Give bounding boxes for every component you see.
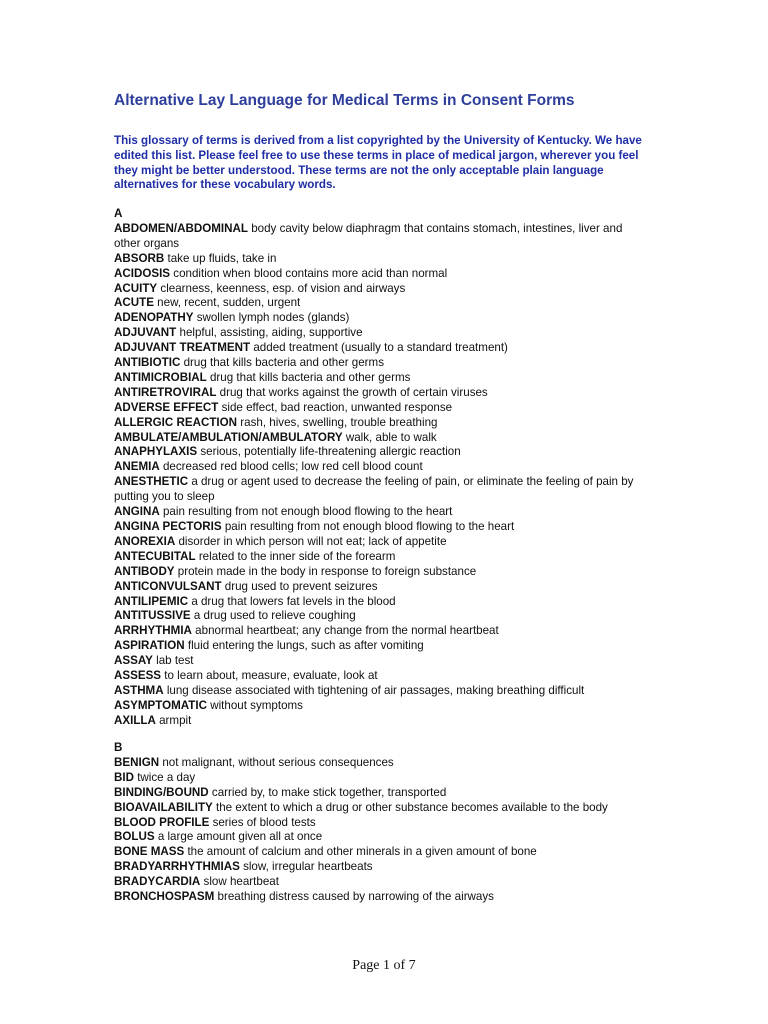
glossary-entry xyxy=(114,801,644,816)
glossary-definition: slow heartbeat xyxy=(203,875,279,889)
glossary-term: ANTICONVULSANT xyxy=(114,579,222,593)
glossary-term: ADJUVANT TREATMENT xyxy=(114,341,251,355)
glossary-entry xyxy=(114,252,644,267)
glossary-definition: the amount of calcium and other minerals in a given amount of bone xyxy=(187,845,537,859)
glossary-entry xyxy=(114,311,644,326)
glossary-definition: series of blood tests xyxy=(212,815,316,829)
glossary-term: ANTIBIOTIC xyxy=(114,356,181,370)
glossary-definition: drug that kills bacteria and other germs xyxy=(183,356,384,370)
glossary-entry xyxy=(114,505,644,520)
glossary-entry xyxy=(114,565,644,580)
glossary-term: BRADYCARDIA xyxy=(114,875,201,889)
glossary-entry xyxy=(114,356,644,371)
glossary-entry xyxy=(114,386,644,401)
glossary-entry xyxy=(114,875,644,890)
glossary-definition: a drug or agent used to decrease the feeling of pain, or eliminate the feeling of pain by putting you to sleep xyxy=(114,475,634,504)
glossary-term: ADJUVANT xyxy=(114,326,177,340)
glossary-entry xyxy=(114,756,644,771)
section-a xyxy=(114,207,644,729)
glossary-entry xyxy=(114,535,644,550)
glossary-definition: slow, irregular heartbeats xyxy=(243,860,373,874)
glossary-definition: clearness, keenness, esp. of vision and airways xyxy=(160,281,406,295)
glossary-entry xyxy=(114,771,644,786)
glossary-term: ANTIBODY xyxy=(114,564,175,578)
glossary-entry xyxy=(114,475,644,505)
glossary-term: AMBULATE/AMBULATION/AMBULATORY xyxy=(114,430,343,444)
term-list xyxy=(114,756,644,905)
glossary-definition: abnormal heartbeat; any change from the normal heartbeat xyxy=(195,624,499,638)
glossary-definition: condition when blood contains more acid than normal xyxy=(173,266,448,280)
glossary-term: BIOAVAILABILITY xyxy=(114,800,213,814)
glossary-term: ASYMPTOMATIC xyxy=(114,698,207,712)
glossary-entry xyxy=(114,520,644,535)
glossary-entry xyxy=(114,654,644,669)
glossary-definition: related to the inner side of the forearm xyxy=(198,549,396,563)
glossary-entry xyxy=(114,341,644,356)
glossary-term: ASSESS xyxy=(114,669,162,683)
glossary-definition: drug that works against the growth of certain viruses xyxy=(219,385,488,399)
glossary-term: BOLUS xyxy=(114,830,155,844)
glossary-definition: body cavity below diaphragm that contains stomach, intestines, liver and other organs xyxy=(114,221,623,250)
section-letter: B xyxy=(114,741,123,754)
glossary-entry xyxy=(114,445,644,460)
glossary-definition: side effect, bad reaction, unwanted response xyxy=(221,400,453,414)
glossary-definition: swollen lymph nodes (glands) xyxy=(196,311,350,325)
glossary-entry xyxy=(114,371,644,386)
glossary-term: ANTECUBITAL xyxy=(114,549,196,563)
glossary-entry xyxy=(114,684,644,699)
glossary-definition: armpit xyxy=(159,713,192,727)
page-title: Alternative Lay Language for Medical Terms in Consent Forms xyxy=(114,92,575,109)
glossary-entry xyxy=(114,460,644,475)
glossary-entry xyxy=(114,282,644,297)
glossary-term: ANESTHETIC xyxy=(114,475,189,489)
glossary-term: AXILLA xyxy=(114,713,156,727)
glossary-entry xyxy=(114,786,644,801)
glossary-entry xyxy=(114,222,644,252)
glossary-definition: rash, hives, swelling, trouble breathing xyxy=(240,415,438,429)
section-letter: A xyxy=(114,207,123,220)
glossary-entry xyxy=(114,830,644,845)
glossary-entry xyxy=(114,860,644,875)
glossary-definition: pain resulting from not enough blood flowing to the heart xyxy=(224,520,515,534)
glossary-definition: decreased red blood cells; low red cell blood count xyxy=(162,460,423,474)
glossary-term: BINDING/BOUND xyxy=(114,785,209,799)
glossary-entry xyxy=(114,816,644,831)
glossary-definition: twice a day xyxy=(137,770,196,784)
glossary-entry xyxy=(114,416,644,431)
glossary-term: BID xyxy=(114,770,134,784)
glossary-entry xyxy=(114,714,644,729)
glossary-term: ANGINA xyxy=(114,505,160,519)
glossary-entry xyxy=(114,624,644,639)
glossary-term: ADVERSE EFFECT xyxy=(114,400,219,414)
glossary-term: ANEMIA xyxy=(114,460,160,474)
glossary-entry xyxy=(114,595,644,610)
glossary-entry xyxy=(114,550,644,565)
glossary-entry xyxy=(114,699,644,714)
glossary-definition: to learn about, measure, evaluate, look at xyxy=(164,669,378,683)
glossary-term: ACUTE xyxy=(114,296,154,310)
glossary-term: BENIGN xyxy=(114,755,160,769)
glossary-entry xyxy=(114,401,644,416)
glossary-term: ACUITY xyxy=(114,281,158,295)
glossary-definition: lung disease associated with tightening of air passages, making breathing difficult xyxy=(166,683,585,697)
glossary-definition: lab test xyxy=(156,654,194,668)
glossary-term: ANTITUSSIVE xyxy=(114,609,191,623)
glossary-definition: helpful, assisting, aiding, supportive xyxy=(179,326,363,340)
glossary-definition: new, recent, sudden, urgent xyxy=(157,296,301,310)
glossary-term: ARRHYTHMIA xyxy=(114,624,192,638)
term-list xyxy=(114,222,644,729)
glossary-definition: added treatment (usually to a standard treatment) xyxy=(253,341,508,355)
glossary-term: ASTHMA xyxy=(114,683,164,697)
glossary-term: ASSAY xyxy=(114,654,153,668)
glossary-definition: fluid entering the lungs, such as after vomiting xyxy=(187,639,424,653)
glossary-term: ANTILIPEMIC xyxy=(114,594,189,608)
glossary-definition: disorder in which person will not eat; lack of appetite xyxy=(178,534,447,548)
glossary-definition: the extent to which a drug or other substance becomes available to the body xyxy=(216,800,608,814)
glossary-definition: breathing distress caused by narrowing of the airways xyxy=(217,890,494,904)
glossary-entry xyxy=(114,580,644,595)
glossary-term: ACIDOSIS xyxy=(114,266,171,280)
glossary-definition: take up fluids, take in xyxy=(167,251,277,265)
glossary-definition: not malignant, without serious consequences xyxy=(162,755,394,769)
glossary-term: ANGINA PECTORIS xyxy=(114,520,222,534)
glossary-term: BONE MASS xyxy=(114,845,185,859)
glossary-entry xyxy=(114,639,644,654)
glossary-entry xyxy=(114,296,644,311)
glossary-term: BRONCHOSPASM xyxy=(114,890,215,904)
section-b xyxy=(114,741,644,905)
glossary-definition: without symptoms xyxy=(210,698,303,712)
glossary-entry xyxy=(114,267,644,282)
glossary-entry xyxy=(114,431,644,446)
glossary-term: ABSORB xyxy=(114,251,165,265)
glossary-definition: a drug that lowers fat levels in the blood xyxy=(191,594,396,608)
page-number: Page 1 of 7 xyxy=(352,958,416,973)
glossary-definition: carried by, to make stick together, transported xyxy=(211,785,447,799)
glossary-entry xyxy=(114,845,644,860)
glossary-term: BRADYARRHYTHMIAS xyxy=(114,860,240,874)
glossary-term: ANOREXIA xyxy=(114,534,176,548)
glossary-term: ALLERGIC REACTION xyxy=(114,415,238,429)
intro-paragraph: This glossary of terms is derived from a list copyrighted by the University of Kentucky. We have edited this list. Please feel free to use these terms in place of medical jargon, wherever you feel they might be better understood. These terms are not the only acceptable plain language alternatives for these vocabulary words. xyxy=(114,134,642,192)
glossary-definition: walk, able to walk xyxy=(345,430,437,444)
glossary-entry xyxy=(114,890,644,905)
glossary-term: ANTIRETROVIRAL xyxy=(114,385,217,399)
glossary-term: ABDOMEN/ABDOMINAL xyxy=(114,221,248,235)
glossary-entry xyxy=(114,326,644,341)
glossary-term: BLOOD PROFILE xyxy=(114,815,210,829)
glossary-definition: pain resulting from not enough blood flowing to the heart xyxy=(162,505,453,519)
glossary-term: ANTIMICROBIAL xyxy=(114,370,207,384)
glossary-definition: a drug used to relieve coughing xyxy=(193,609,356,623)
glossary-term: ANAPHYLAXIS xyxy=(114,445,198,459)
glossary-definition: serious, potentially life-threatening allergic reaction xyxy=(200,445,461,459)
glossary-term: ASPIRATION xyxy=(114,639,185,653)
glossary-definition: protein made in the body in response to foreign substance xyxy=(177,564,477,578)
glossary-definition: a large amount given all at once xyxy=(157,830,323,844)
glossary-definition: drug used to prevent seizures xyxy=(224,579,378,593)
glossary-entry xyxy=(114,669,644,684)
glossary-term: ADENOPATHY xyxy=(114,311,194,325)
glossary-entry xyxy=(114,609,644,624)
glossary-definition: drug that kills bacteria and other germs xyxy=(209,370,411,384)
